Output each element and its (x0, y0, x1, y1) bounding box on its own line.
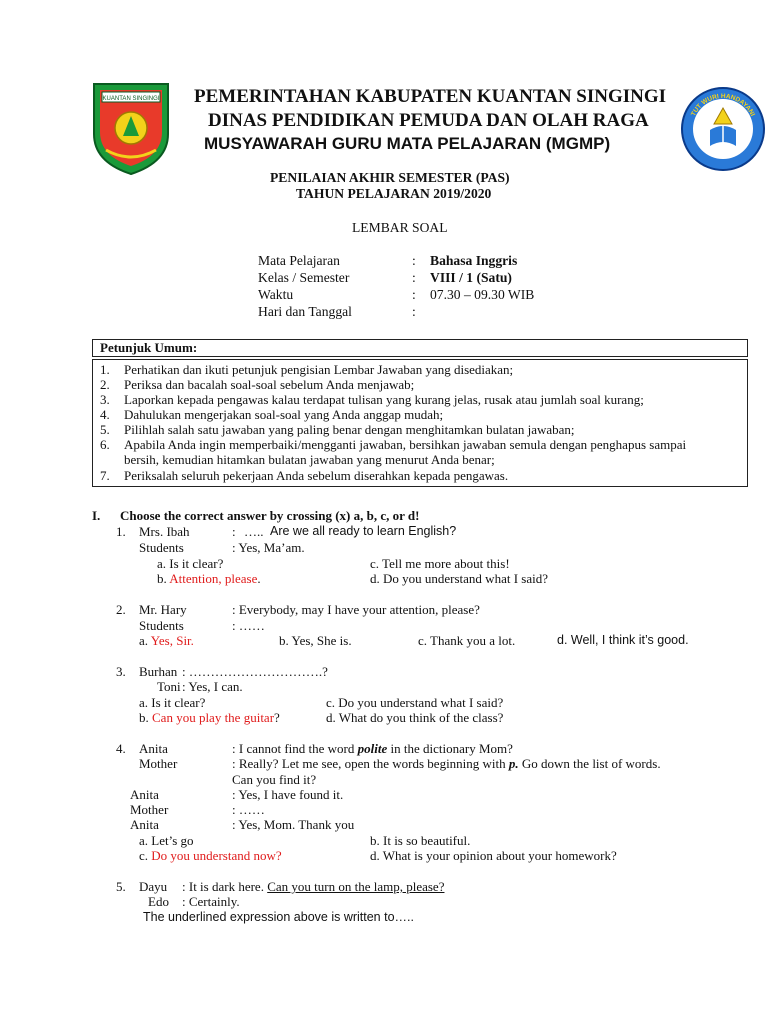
speaker: Students (139, 618, 184, 633)
option-c: c. Tell me more about this! (370, 556, 510, 571)
option-d: d. What do you think of the class? (326, 710, 504, 725)
question-prompt: The underlined expression above is written to….. (143, 910, 414, 924)
instructions-title: Petunjuk Umum: (100, 340, 198, 355)
instruction-text-cont: bersih, kemudian hitamkan bulatan jawaban yang menurut Anda benar; (124, 452, 495, 467)
header-line-1: PEMERINTAHAN KABUPATEN KUANTAN SINGINGI (194, 86, 667, 107)
instruction-num: 5. (100, 422, 110, 437)
option-b: b. Can you play the guitar? (139, 710, 280, 725)
info-label: Hari dan Tanggal (258, 304, 352, 319)
instruction-num: 7. (100, 468, 110, 483)
instruction-num: 2. (100, 377, 110, 392)
instruction-text: Periksalah seluruh pekerjaan Anda sebelum diserahkan kepada pengawas. (124, 468, 509, 483)
dialog-line: : I cannot find the word polite in the dictionary Mom? (232, 741, 513, 756)
option-c: c. Thank you a lot. (418, 633, 516, 648)
instruction-num: 6. (100, 437, 110, 452)
left-logo-text: KUANTAN SINGINGI (102, 96, 160, 102)
dialog-colon: : (232, 524, 236, 539)
speaker: Mr. Hary (139, 602, 187, 617)
question-number: 5. (116, 879, 126, 894)
instruction-text: Dahulukan mengerjakan soal-soal yang Anda anggap mudah; (124, 407, 444, 422)
speaker: Anita (139, 741, 168, 756)
dialog-line: : …… (232, 802, 265, 817)
info-value: VIII / 1 (Satu) (430, 270, 512, 285)
speaker: Mother (139, 756, 178, 771)
speaker: Students (139, 540, 184, 555)
option-a: a. Let’s go (139, 833, 194, 848)
dialog-blank: ….. (244, 524, 264, 539)
info-label: Waktu (258, 287, 294, 302)
speaker: Anita (130, 787, 159, 802)
answer-highlight: Can you play the guitar (152, 710, 275, 725)
instruction-num: 4. (100, 407, 110, 422)
dialog-line: : Really? Let me see, open the words beginning with p. Go down the list of words. (232, 756, 661, 771)
option-b: b. It is so beautiful. (370, 833, 471, 848)
instruction-text: Apabila Anda ingin memperbaiki/mengganti jawaban, bersihkan jawaban semula dengan penghapus sampai (124, 437, 687, 452)
header-line-3: MUSYAWARAH GURU MATA PELAJARAN (MGMP) (204, 134, 611, 153)
sheet-title: LEMBAR SOAL (352, 220, 448, 235)
info-colon: : (412, 270, 416, 285)
dialog-line: : Certainly. (182, 894, 240, 909)
kuantan-singingi-logo (90, 80, 172, 176)
option-d: d. What is your opinion about your homework? (370, 848, 617, 863)
speaker: Edo (148, 894, 169, 909)
info-label: Kelas / Semester (258, 270, 350, 285)
dialog-line: : Yes, Ma’am. (232, 540, 305, 555)
option-b: b. Attention, please. (157, 571, 261, 586)
dialog-line: : Everybody, may I have your attention, please? (232, 602, 480, 617)
right-logo-text: TUT WURI HANDAYANI (690, 92, 756, 118)
dialog-line: : Yes, Mom. Thank you (232, 817, 355, 832)
dialog-line: : …… (232, 618, 265, 633)
question-number: 1. (116, 524, 126, 539)
tut-wuri-handayani-logo (680, 86, 766, 172)
instruction-num: 3. (100, 392, 110, 407)
info-value: 07.30 – 09.30 WIB (430, 287, 535, 302)
underlined-expression: Can you turn on the lamp, please? (267, 879, 445, 894)
instruction-text: Perhatikan dan ikuti petunjuk pengisian Lembar Jawaban yang disediakan; (124, 362, 514, 377)
speaker: Anita (130, 817, 159, 832)
dialog-line: : Yes, I can. (182, 679, 243, 694)
option-a: a. Is it clear? (139, 695, 206, 710)
speaker: Burhan (139, 664, 178, 679)
instruction-text: Laporkan kepada pengawas kalau terdapat tulisan yang kurang jelas, rusak atau jumlah soal kurang; (124, 392, 644, 407)
option-d: d. Do you understand what I said? (370, 571, 548, 586)
exam-title-1: PENILAIAN AKHIR SEMESTER (PAS) (270, 170, 510, 185)
dialog-line-cont: Can you find it? (232, 772, 317, 787)
info-colon: : (412, 253, 416, 268)
info-colon: : (412, 287, 416, 302)
answer-highlight: Yes, Sir. (150, 633, 194, 648)
option-c: c. Do you understand now? (139, 848, 282, 863)
answer-highlight: Do you understand now? (151, 848, 282, 863)
dialog-line: Are we all ready to learn English? (270, 524, 457, 538)
option-d: d. Well, I think it’s good. (557, 633, 689, 647)
info-colon: : (412, 304, 416, 319)
speaker: Toni (157, 679, 181, 694)
info-value: Bahasa Inggris (430, 253, 518, 268)
answer-highlight: Attention, please (169, 571, 258, 586)
instruction-num: 1. (100, 362, 110, 377)
dialog-line: : It is dark here. Can you turn on the lamp, please? (182, 879, 445, 894)
speaker: Dayu (139, 879, 168, 894)
dialog-line: : Yes, I have found it. (232, 787, 344, 802)
info-label: Mata Pelajaran (258, 253, 340, 268)
question-number: 3. (116, 664, 126, 679)
instruction-text: Periksa dan bacalah soal-soal sebelum Anda menjawab; (124, 377, 415, 392)
instruction-text: Pilihlah salah satu jawaban yang paling benar dengan menghitamkan bulatan jawaban; (124, 422, 575, 437)
speaker: Mrs. Ibah (139, 524, 190, 539)
header-line-2: DINAS PENDIDIKAN PEMUDA DAN OLAH RAGA (208, 110, 649, 131)
exam-title-2: TAHUN PELAJARAN 2019/2020 (296, 186, 492, 201)
speaker: Mother (130, 802, 169, 817)
option-b: b. Yes, She is. (279, 633, 352, 648)
section-number: I. (92, 508, 101, 523)
dialog-line: : ………………………….? (182, 664, 328, 679)
question-number: 2. (116, 602, 126, 617)
question-number: 4. (116, 741, 126, 756)
option-a: a. Is it clear? (157, 556, 224, 571)
option-c: c. Do you understand what I said? (326, 695, 504, 710)
option-a: a. Yes, Sir. (139, 633, 194, 648)
section-title: Choose the correct answer by crossing (x) a, b, c, or d! (120, 508, 420, 523)
